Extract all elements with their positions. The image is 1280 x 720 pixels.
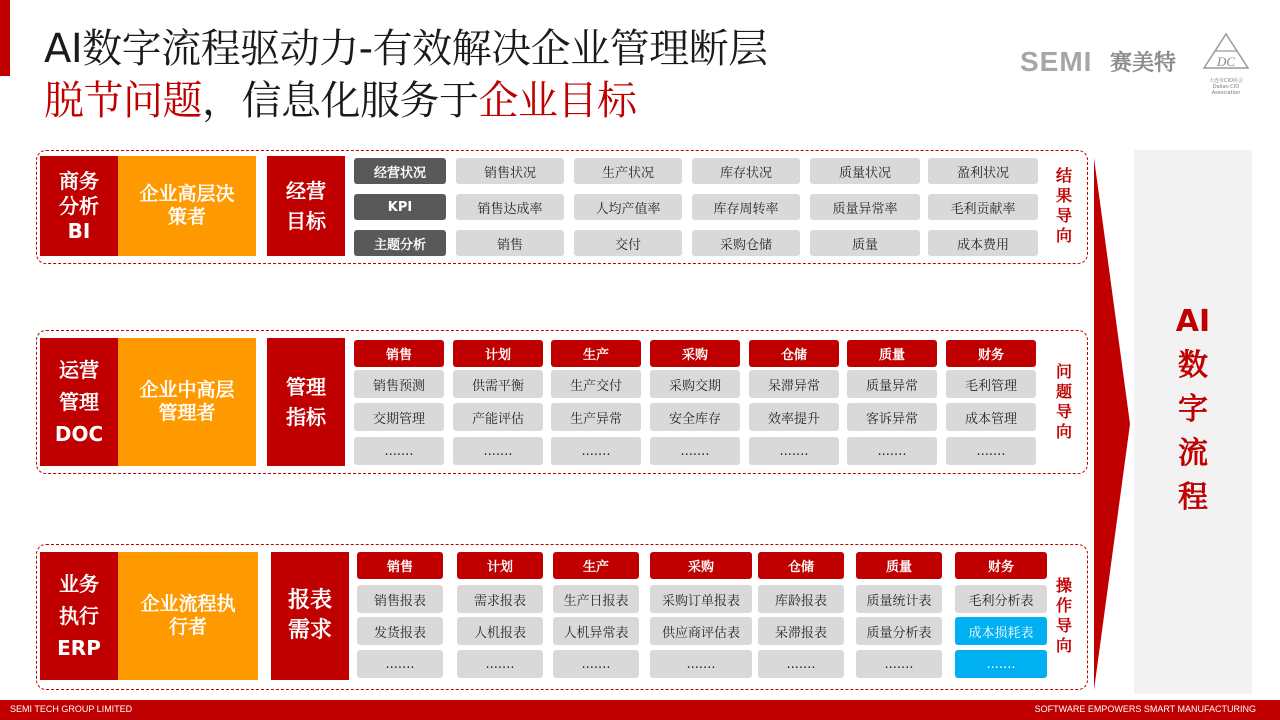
role-line: 企业高层决 bbox=[139, 183, 235, 205]
column-header[interactable]: 计划 bbox=[457, 552, 543, 579]
column-header[interactable]: 生产 bbox=[551, 340, 641, 367]
role-box bbox=[118, 338, 256, 466]
footer-company: SEMI TECH GROUP LIMITED bbox=[10, 704, 133, 714]
metric-cell[interactable]: 效率提升 bbox=[749, 403, 839, 431]
side-guide-char: 题 bbox=[1055, 382, 1072, 401]
metric-cell[interactable]: 采购订单报表 bbox=[650, 585, 752, 613]
metric-cell[interactable]: 采购交期 bbox=[650, 370, 740, 398]
svg-text:DC: DC bbox=[1216, 54, 1236, 69]
metric-cell[interactable]: 交期管理 bbox=[354, 403, 444, 431]
section-label-line: 业务 bbox=[59, 572, 99, 596]
title-accent-bar bbox=[0, 0, 10, 76]
metric-cell[interactable]: 主题分析 bbox=[354, 230, 446, 256]
semi-logo: SEMI bbox=[1020, 46, 1093, 77]
column-header[interactable]: 销售 bbox=[357, 552, 443, 579]
metric-cell[interactable]: 质量异常率 bbox=[810, 194, 920, 220]
metric-cell[interactable]: 人均产值率 bbox=[574, 194, 682, 220]
metric-cell[interactable]: 库存状况 bbox=[692, 158, 800, 184]
title-text: ，信息化服务于 bbox=[202, 78, 479, 124]
section-label bbox=[40, 552, 118, 680]
title-highlight-a: 脱节问题 bbox=[44, 78, 202, 124]
metric-cell[interactable]: 生产状况 bbox=[574, 158, 682, 184]
side-guide-char: 作 bbox=[1055, 596, 1072, 615]
metric-cell[interactable]: ....... bbox=[955, 650, 1047, 678]
side-guide-char: 果 bbox=[1055, 186, 1072, 205]
role-line: 企业流程执 bbox=[140, 593, 236, 615]
side-guide-char: 向 bbox=[1055, 422, 1072, 441]
metric-cell[interactable]: 供应商评估表 bbox=[650, 617, 752, 645]
metric-cell[interactable]: 质量异常 bbox=[847, 370, 937, 398]
metric-cell[interactable]: KPI bbox=[354, 194, 446, 220]
page-title-line-1: AI数字流程驱动力-有效解决企业管理断层 bbox=[44, 26, 768, 72]
metric-line: 需求 bbox=[287, 618, 332, 643]
ai-panel-text bbox=[1134, 300, 1252, 520]
metric-cell[interactable]: ....... bbox=[749, 437, 839, 465]
column-header[interactable]: 仓储 bbox=[758, 552, 844, 579]
column-header[interactable]: 仓储 bbox=[749, 340, 839, 367]
metric-cell[interactable]: 销售 bbox=[456, 230, 564, 256]
section-label-line: 执行 bbox=[59, 604, 99, 628]
metric-cell[interactable]: 成本损耗表 bbox=[955, 617, 1047, 645]
metric-cell[interactable]: 质量统计表 bbox=[856, 585, 942, 613]
metric-cell[interactable]: ....... bbox=[650, 650, 752, 678]
metric-box bbox=[271, 552, 349, 680]
association-name-en: Dalian CIO Association bbox=[1211, 84, 1241, 96]
metric-cell[interactable]: ....... bbox=[758, 650, 844, 678]
column-header[interactable]: 财务 bbox=[946, 340, 1036, 367]
side-guide-char: 结 bbox=[1055, 166, 1072, 185]
column-header[interactable]: 计划 bbox=[453, 340, 543, 367]
metric-cell[interactable]: 需求报表 bbox=[457, 585, 543, 613]
metric-cell[interactable]: ....... bbox=[457, 650, 543, 678]
metric-cell[interactable]: ....... bbox=[946, 437, 1036, 465]
semi-logo-cn: 赛美特 bbox=[1110, 51, 1177, 76]
section-label-line: BI bbox=[67, 218, 91, 243]
pyramid-logo-icon bbox=[1198, 30, 1254, 78]
metric-cell[interactable]: 供需平衡 bbox=[453, 370, 543, 398]
role-line: 行者 bbox=[168, 616, 207, 638]
ai-panel-line: 字 bbox=[1178, 392, 1208, 427]
metric-cell[interactable]: ....... bbox=[551, 437, 641, 465]
column-header[interactable]: 采购 bbox=[650, 552, 752, 579]
side-guide-char: 问 bbox=[1055, 362, 1072, 381]
metric-cell[interactable]: 采购仓储 bbox=[692, 230, 800, 256]
page-title-line-2 bbox=[44, 78, 637, 124]
metric-cell[interactable]: ....... bbox=[847, 437, 937, 465]
metric-cell[interactable]: 生产异常 bbox=[551, 403, 641, 431]
ai-panel-line: AI bbox=[1175, 304, 1211, 339]
metric-cell[interactable]: 销售达成率 bbox=[456, 194, 564, 220]
role-box bbox=[118, 552, 258, 680]
metric-cell[interactable]: 成本费用 bbox=[928, 230, 1038, 256]
section-label-line: ERP bbox=[57, 636, 101, 660]
title-highlight-b: 企业目标 bbox=[478, 78, 637, 124]
side-guide-label bbox=[1054, 576, 1074, 656]
metric-cell[interactable]: 产能评估 bbox=[453, 403, 543, 431]
association-name-cn: 大连市CIO协会 bbox=[1209, 78, 1243, 84]
section-label-line: 运营 bbox=[59, 358, 99, 382]
metric-box bbox=[267, 338, 345, 466]
metric-cell[interactable]: 质量分析表 bbox=[856, 617, 942, 645]
metric-box bbox=[267, 156, 345, 256]
metric-cell[interactable]: 质量状况 bbox=[810, 158, 920, 184]
metric-cell[interactable]: 库龄报表 bbox=[758, 585, 844, 613]
side-guide-char: 导 bbox=[1055, 616, 1072, 635]
metric-cell[interactable]: ....... bbox=[553, 650, 639, 678]
column-header[interactable]: 质量 bbox=[856, 552, 942, 579]
side-guide-char: 操 bbox=[1055, 576, 1072, 595]
metric-cell[interactable]: ....... bbox=[650, 437, 740, 465]
metric-cell[interactable]: 成本管理 bbox=[946, 403, 1036, 431]
metric-cell[interactable]: 生产交付 bbox=[551, 370, 641, 398]
metric-cell[interactable]: 人机报表 bbox=[457, 617, 543, 645]
metric-cell[interactable]: 销售预测 bbox=[354, 370, 444, 398]
role-line: 管理者 bbox=[158, 402, 216, 424]
section-label-line: 管理 bbox=[59, 390, 99, 414]
ai-panel-line: 数 bbox=[1178, 348, 1208, 383]
metric-cell[interactable]: ....... bbox=[354, 437, 444, 465]
metric-cell[interactable]: 经营状况 bbox=[354, 158, 446, 184]
metric-cell[interactable]: 毛利管理 bbox=[946, 370, 1036, 398]
role-line: 策者 bbox=[167, 206, 206, 228]
metric-cell[interactable]: 交付 bbox=[574, 230, 682, 256]
metric-cell[interactable]: 毛利贡献率 bbox=[928, 194, 1038, 220]
column-header[interactable]: 财务 bbox=[955, 552, 1047, 579]
metric-cell[interactable]: ....... bbox=[453, 437, 543, 465]
metric-cell[interactable]: 发货报表 bbox=[357, 617, 443, 645]
column-header[interactable]: 采购 bbox=[650, 340, 740, 367]
metric-cell[interactable]: 盈利状况 bbox=[928, 158, 1038, 184]
metric-cell[interactable]: 毛利分析表 bbox=[955, 585, 1047, 613]
section-label bbox=[40, 156, 118, 256]
metric-cell[interactable]: 销售状况 bbox=[456, 158, 564, 184]
footer-slogan: SOFTWARE EMPOWERS SMART MANUFACTURING bbox=[1034, 704, 1256, 714]
metric-line: 管理 bbox=[286, 375, 326, 399]
section-label-line: 商务 bbox=[59, 168, 99, 193]
side-guide-label bbox=[1054, 362, 1074, 442]
metric-line: 报表 bbox=[287, 588, 332, 613]
metric-cell[interactable]: 呆滞异常 bbox=[749, 370, 839, 398]
metric-cell[interactable]: 人机异常表 bbox=[553, 617, 639, 645]
metric-cell[interactable]: 生产日报表 bbox=[553, 585, 639, 613]
side-guide-char: 导 bbox=[1055, 402, 1072, 421]
side-guide-char: 向 bbox=[1055, 636, 1072, 655]
section-label bbox=[40, 338, 118, 466]
association-logo bbox=[1198, 30, 1254, 96]
metric-line: 经营 bbox=[286, 179, 326, 203]
section-label-line: 分析 bbox=[59, 193, 99, 218]
metric-cell[interactable]: ....... bbox=[357, 650, 443, 678]
metric-cell[interactable]: 客诉异常 bbox=[847, 403, 937, 431]
metric-cell[interactable]: 销售报表 bbox=[357, 585, 443, 613]
section-label-line: DOC bbox=[54, 422, 104, 446]
ai-panel-line: 流 bbox=[1178, 436, 1208, 471]
metric-line: 指标 bbox=[286, 405, 326, 429]
side-guide-char: 向 bbox=[1055, 226, 1072, 245]
ai-panel-line: 程 bbox=[1178, 480, 1208, 515]
metric-cell[interactable]: ....... bbox=[856, 650, 942, 678]
metric-cell[interactable]: 安全库存 bbox=[650, 403, 740, 431]
metric-cell[interactable]: 库存周转率 bbox=[692, 194, 800, 220]
metric-cell[interactable]: 质量 bbox=[810, 230, 920, 256]
role-box bbox=[118, 156, 256, 256]
column-header[interactable]: 质量 bbox=[847, 340, 937, 367]
metric-cell[interactable]: 呆滞报表 bbox=[758, 617, 844, 645]
side-guide-label bbox=[1054, 166, 1074, 246]
metric-line: 目标 bbox=[286, 209, 326, 233]
side-guide-char: 导 bbox=[1055, 206, 1072, 225]
role-line: 企业中高层 bbox=[139, 379, 235, 401]
column-header[interactable]: 销售 bbox=[354, 340, 444, 367]
column-header[interactable]: 生产 bbox=[553, 552, 639, 579]
right-arrow-icon bbox=[1092, 150, 1132, 698]
